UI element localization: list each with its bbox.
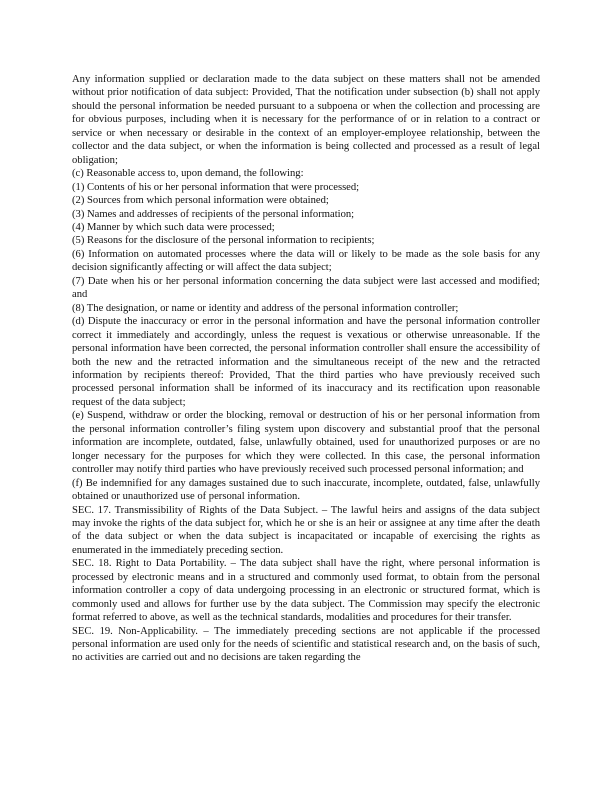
list-item-5-reasons: (5) Reasons for the disclosure of the personal information to recipients; bbox=[72, 235, 375, 247]
list-item-8-designation: (8) The designation, or name or identity and address of the personal information controller; bbox=[72, 302, 459, 314]
list-item-2-sources: (2) Sources from which personal information were obtained; bbox=[72, 195, 329, 207]
list-item-3-recipients: (3) Names and addresses of recipients of the personal information; bbox=[72, 208, 355, 220]
paragraph-notification-proviso: Any information supplied or declaration made to the data subject on these matters shall not be amended without prior notification of data subject: Provided, That the notification under subsection (b) shall not apply should the personal information be needed pursuant to a subpoena or when the collection and processing are for obvious purposes, including when it is necessary for the performance of or in relation to a contract or service or when necessary or desirable in the context of an employer-employee relationship, between the collector and the data subject, or when the information is being collected and processed as a result of legal obligation; bbox=[72, 74, 540, 166]
document-page bbox=[72, 73, 540, 665]
paragraph-c-reasonable-access: (c) Reasonable access to, upon demand, the following: bbox=[72, 168, 304, 180]
paragraph-f-indemnified: (f) Be indemnified for any damages sustained due to such inaccurate, incomplete, outdated, false, unlawfully obtained or unauthorized use of personal information. bbox=[72, 477, 540, 503]
section-17-transmissibility: SEC. 17. Transmissibility of Rights of the Data Subject. – The lawful heirs and assigns of the data subject may invoke the rights of the data subject for, which he or she is an heir or assignee at any time after the death of the data subject or when the data subject is incapacitated or incapable of exercising the rights as enumerated in the immediately preceding section. bbox=[72, 504, 540, 556]
paragraph-e-suspend: (e) Suspend, withdraw or order the blocking, removal or destruction of his or her personal information from the personal information controller’s filing system upon discovery and substantial proof that the personal information are incomplete, outdated, false, unlawfully obtained, used for unauthorized purposes or are no longer necessary for the purposes for which they were collected. In this case, the personal information controller may notify third parties who have previously received such processed personal information; and bbox=[72, 410, 540, 476]
list-item-4-manner: (4) Manner by which such data were processed; bbox=[72, 221, 275, 233]
list-item-6-automated-processes: (6) Information on automated processes where the data will or likely to be made as the sole basis for any decision significantly affecting or will affect the data subject; bbox=[72, 248, 540, 274]
list-item-7-date-accessed: (7) Date when his or her personal information concerning the data subject were last accessed and modified; and bbox=[72, 275, 540, 301]
section-18-data-portability: SEC. 18. Right to Data Portability. – The data subject shall have the right, where personal information is processed by electronic means and in a structured and commonly used format, to obtain from the personal information controller a copy of data undergoing processing in an electronic or structured format, which is commonly used and allows for further use by the data subject. The Commission may specify the electronic format referred to above, as well as the technical standards, modalities and procedures for their transfer. bbox=[72, 558, 540, 624]
section-19-non-applicability: SEC. 19. Non-Applicability. – The immediately preceding sections are not applicable if the processed personal information are used only for the needs of scientific and statistical research and, on the basis of such, no activities are carried out and no decisions are taken regarding the bbox=[72, 625, 540, 664]
paragraph-d-dispute: (d) Dispute the inaccuracy or error in the personal information and have the personal information controller correct it immediately and accordingly, unless the request is vexatious or otherwise unreasonable. If the personal information have been corrected, the personal information controller shall ensure the accessibility of both the new and the retracted information and the simultaneous receipt of the new and the retracted information by recipients thereof: Provided, That the third parties who have previously received such processed personal information shall be informed of its inaccuracy and its rectification upon reasonable request of the data subject; bbox=[72, 316, 540, 408]
list-item-1-contents: (1) Contents of his or her personal information that were processed; bbox=[72, 181, 360, 193]
